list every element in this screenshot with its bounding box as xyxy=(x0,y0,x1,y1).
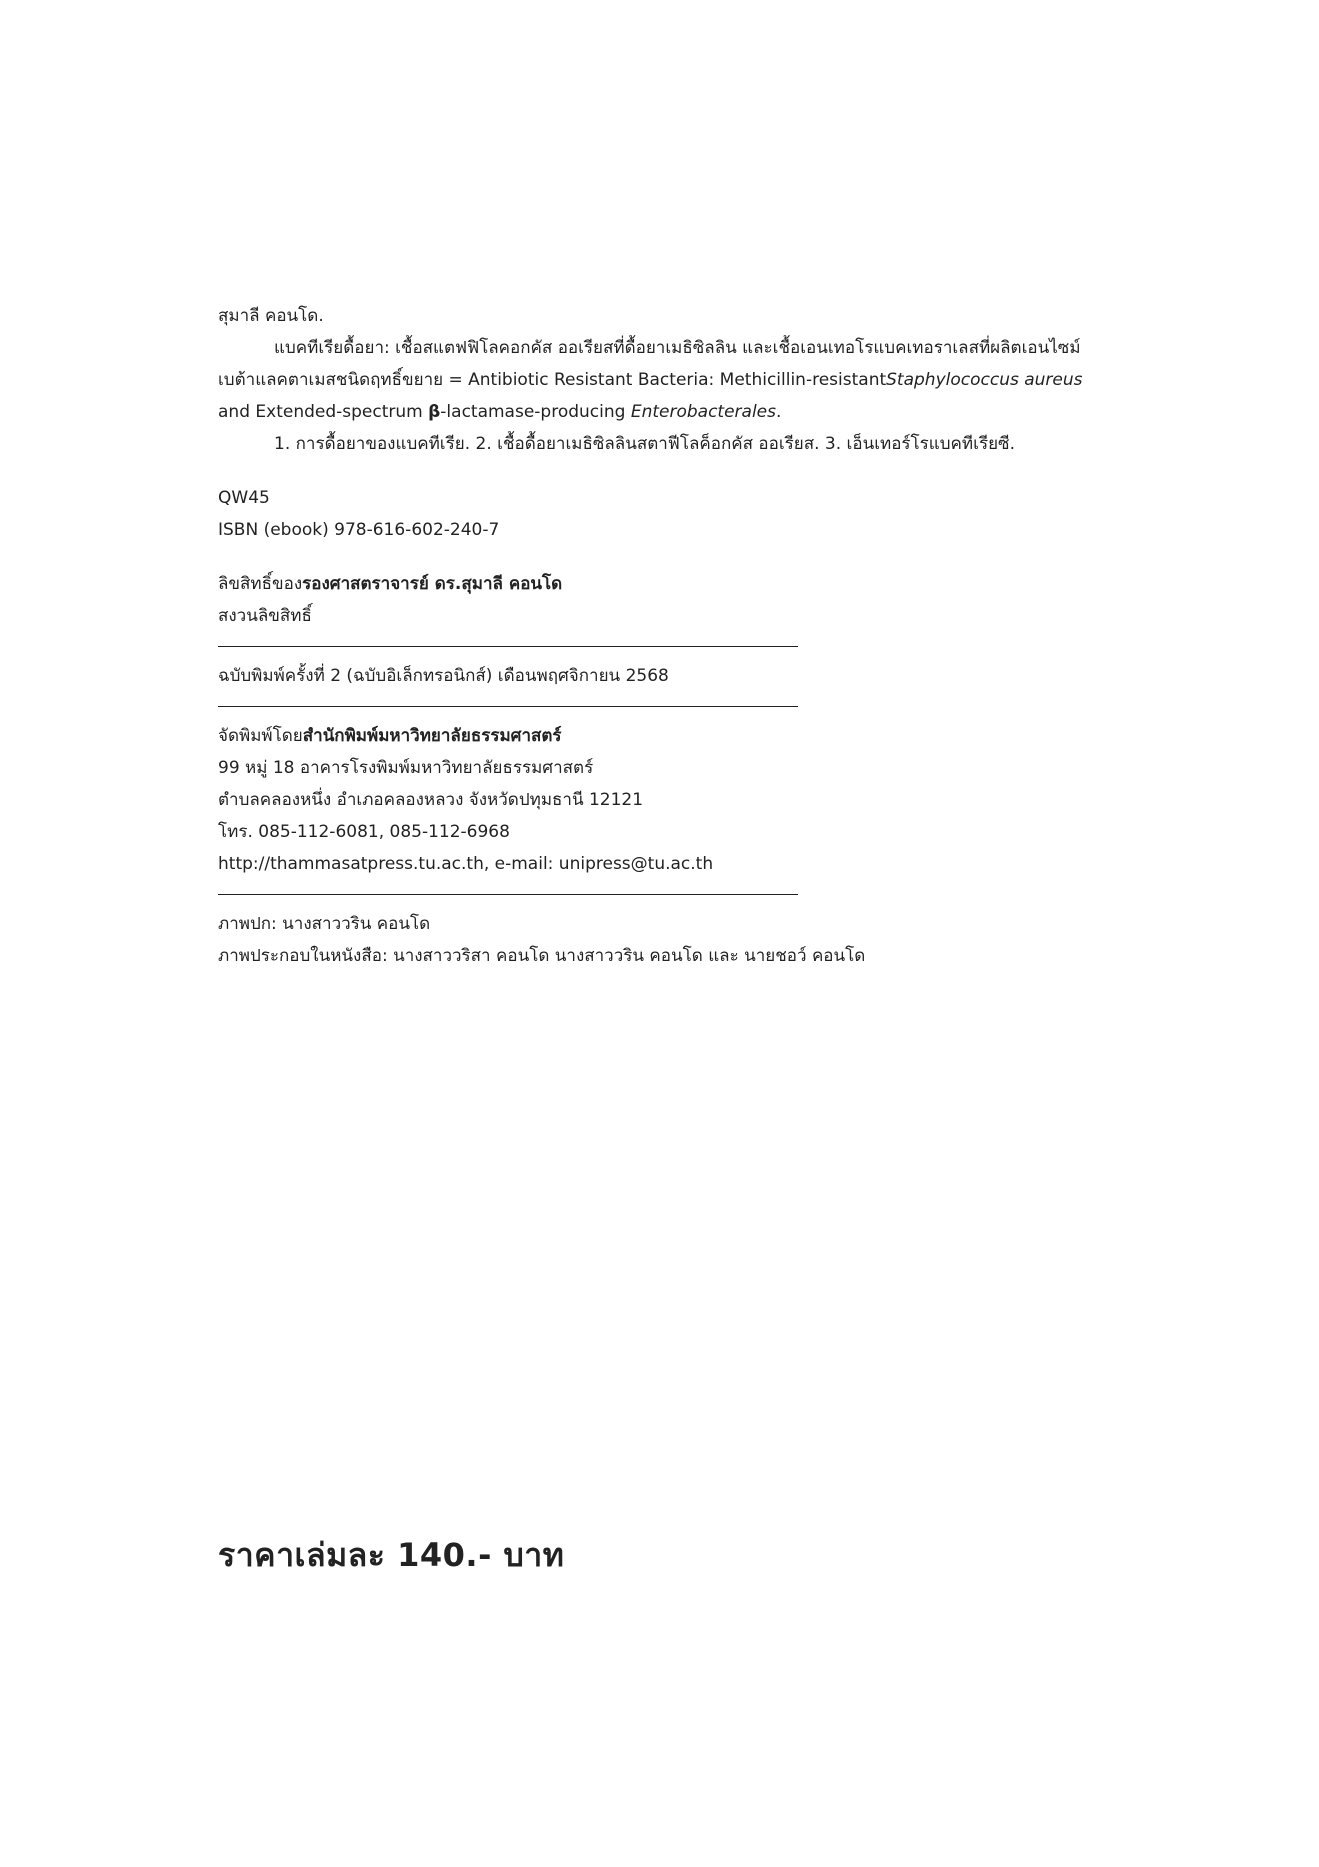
divider-1 xyxy=(218,646,798,647)
copyright-holder-line xyxy=(218,568,1078,600)
title-line-3 xyxy=(218,396,1078,428)
title-line-2-text: เบต้าแลคตาเมสชนิดฤทธิ์ขยาย = Antibiotic Resistant Bacteria: Methicillin-resistant xyxy=(218,370,887,390)
cover-credit: ภาพปก: นางสาววริน คอนโด xyxy=(218,914,431,934)
publisher-prefix: จัดพิมพ์โดย xyxy=(218,726,303,746)
divider-2 xyxy=(218,706,798,707)
publisher-web-email: http://thammasatpress.tu.ac.th, e-mail: unipress@tu.ac.th xyxy=(218,854,714,874)
call-number: QW45 xyxy=(218,488,270,508)
publisher-phone: โทร. 085-112-6081, 085-112-6968 xyxy=(218,822,510,842)
title-line-2-species: Staphylococcus aureus xyxy=(886,370,1083,390)
publisher-address-1: 99 หมู่ 18 อาคารโรงพิมพ์มหาวิทยาลัยธรรมศาสตร์ xyxy=(218,758,594,778)
publisher-name: สำนักพิมพ์มหาวิทยาลัยธรรมศาสตร์ xyxy=(302,726,562,746)
illustration-credit: ภาพประกอบในหนังสือ: นางสาววริสา คอนโด นางสาววริน คอนโด และ นายชอว์ คอนโด xyxy=(218,946,866,966)
copyright-page xyxy=(218,300,1083,972)
isbn: ISBN (ebook) 978-616-602-240-7 xyxy=(218,520,500,540)
title-line-2 xyxy=(218,364,1083,396)
copyright-holder: รองศาสตราจารย์ ดร.สุมาลี คอนโด xyxy=(302,574,563,594)
title-line-3-end: . xyxy=(776,402,782,422)
price-label: ราคาเล่มละ 140.- บาท xyxy=(218,1536,565,1574)
author-line: สุมาลี คอนโด. xyxy=(218,306,324,326)
beta-symbol: β xyxy=(428,402,441,422)
divider-3 xyxy=(218,894,798,895)
title-line-3-mid: -lactamase-producing xyxy=(440,402,626,422)
publisher-address-2: ตำบลคลองหนึ่ง อำเภอคลองหลวง จังหวัดปทุมธานี 12121 xyxy=(218,790,644,810)
copyright-prefix: ลิขสิทธิ์ของ xyxy=(218,574,303,594)
title-line-3-text: and Extended-spectrum xyxy=(218,402,423,422)
title-line-3-order: Enterobacterales xyxy=(630,402,776,422)
rights-reserved: สงวนลิขสิทธิ์ xyxy=(218,606,312,626)
edition-line: ฉบับพิมพ์ครั้งที่ 2 (ฉบับอิเล็กทรอนิกส์) เดือนพฤศจิกายน 2568 xyxy=(218,666,669,686)
title-line-1: แบคทีเรียดื้อยา: เชื้อสแตฟฟิโลคอกคัส ออเรียสที่ดื้อยาเมธิซิลลิน และเชื้อเอนเทอโรแบคเทอราเลสที่ผลิตเอนไซม์ xyxy=(274,338,1081,358)
publisher-line xyxy=(218,720,1078,752)
subject-headings: 1. การดื้อยาของแบคทีเรีย. 2. เชื้อดื้อยาเมธิซิลลินสตาฟีโลค็อกคัส ออเรียส. 3. เอ็นเทอร์โรแบคทีเรียซี. xyxy=(274,434,1015,454)
